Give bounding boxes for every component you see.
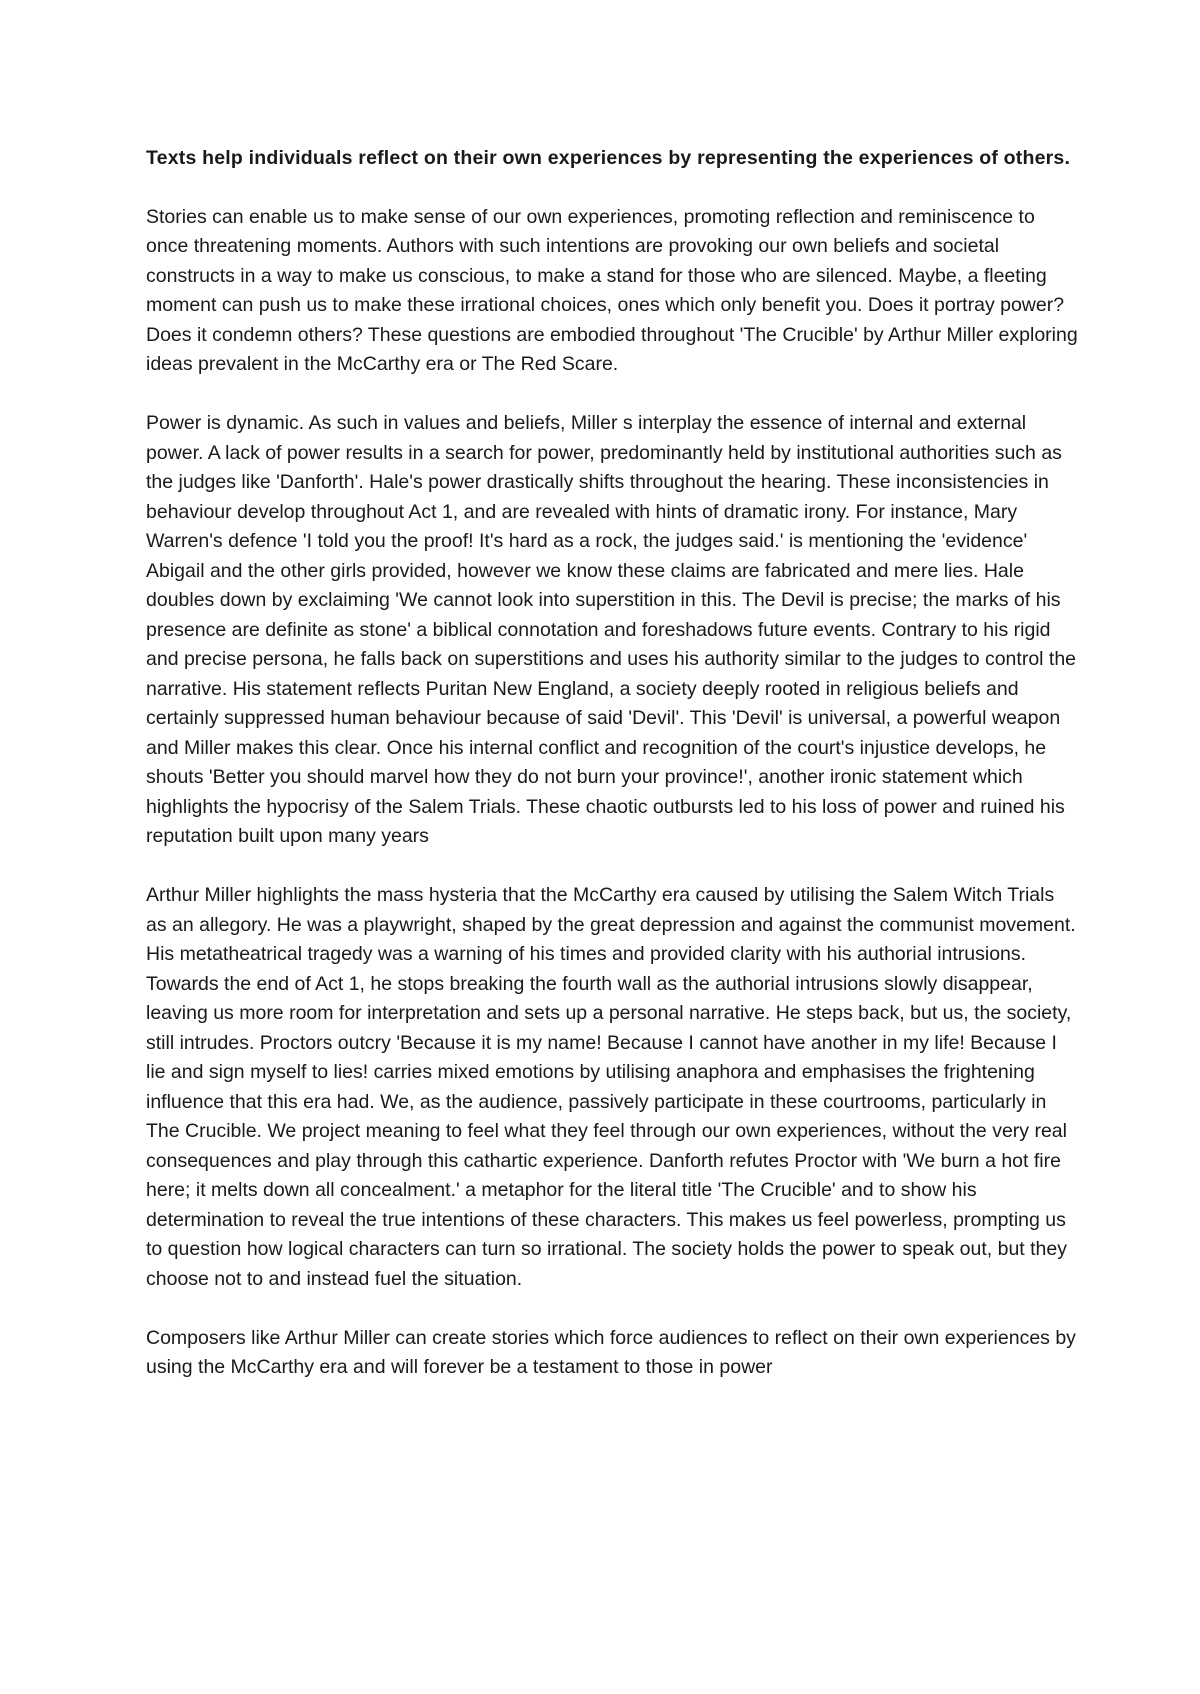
paragraph-hysteria: Arthur Miller highlights the mass hysteria that the McCarthy era caused by utilising the Salem Witch Trials as an allegory. He was a playwright, shaped by the great depression and against the communist movement. His metatheatrical tragedy was a warning of his times and provided clarity with his authorial intrusions. Towards the end of Act 1, he stops breaking the fourth wall as the authorial intrusions slowly disappear, leaving us more room for interpretation and sets up a personal narrative. He steps back, but us, the society, still intrudes. Proctors outcry 'Because it is my name! Because I cannot have another in my life! Because I lie and sign myself to lies! carries mixed emotions by utilising anaphora and emphasises the frightening influence that this era had. We, as the audience, passively participate in these courtrooms, particularly in The Crucible. We project meaning to feel what they feel through our own experiences, without the very real consequences and play through this cathartic experience. Danforth refutes Proctor with 'We burn a hot fire here; it melts down all concealment.' a metaphor for the literal title 'The Crucible' and to show his determination to reveal the true intentions of these characters. This makes us feel powerless, prompting us to question how logical characters can turn so irrational. The society holds the power to speak out, but they choose not to and instead fuel the situation.	[146, 884, 1076, 1290]
paragraph-intro: Stories can enable us to make sense of our own experiences, promoting reflection and reminiscence to once threatening moments. Authors with such intentions are provoking our own beliefs and societal constructs in a way to make us conscious, to make a stand for those who are silenced. Maybe, a fleeting moment can push us to make these irrational choices, ones which only benefit you. Does it portray power? Does it condemn others? These questions are embodied throughout 'The Crucible' by Arthur Miller exploring ideas prevalent in the McCarthy era or The Red Scare.	[146, 205, 1078, 375]
paragraph-power: Power is dynamic. As such in values and beliefs, Miller s interplay the essence of internal and external power. A lack of power results in a search for power, predominantly held by institutional authorities such as the judges like 'Danforth'. Hale's power drastically shifts throughout the hearing. These inconsistencies in behaviour develop throughout Act 1, and are revealed with hints of dramatic irony. For instance, Mary Warren's defence 'I told you the proof! It's hard as a rock, the judges said.' is mentioning the 'evidence' Abigail and the other girls provided, however we know these claims are fabricated and mere lies. Hale doubles down by exclaiming 'We cannot look into superstition in this. The Devil is precise; the marks of his presence are definite as stone' a biblical connotation and foreshadows future events. Contrary to his rigid and precise persona, he falls back on superstitions and uses his authority similar to the judges to control the narrative. His statement reflects Puritan New England, a society deeply rooted in religious beliefs and certainly suppressed human behaviour because of said 'Devil'. This 'Devil' is universal, a powerful weapon and Miller makes this clear. Once his internal conflict and recognition of the court's injustice develops, he shouts 'Better you should marvel how they do not burn your province!', another ironic statement which highlights the hypocrisy of the Salem Trials. These chaotic outbursts led to his loss of power and ruined his reputation built upon many years	[146, 412, 1077, 847]
paragraph-conclusion: Composers like Arthur Miller can create stories which force audiences to reflect on their own experiences by using the McCarthy era and will forever be a testament to those in power	[146, 1326, 1076, 1378]
essay-title: Texts help individuals reflect on their own experiences by representing the experiences of others.	[146, 147, 1071, 169]
